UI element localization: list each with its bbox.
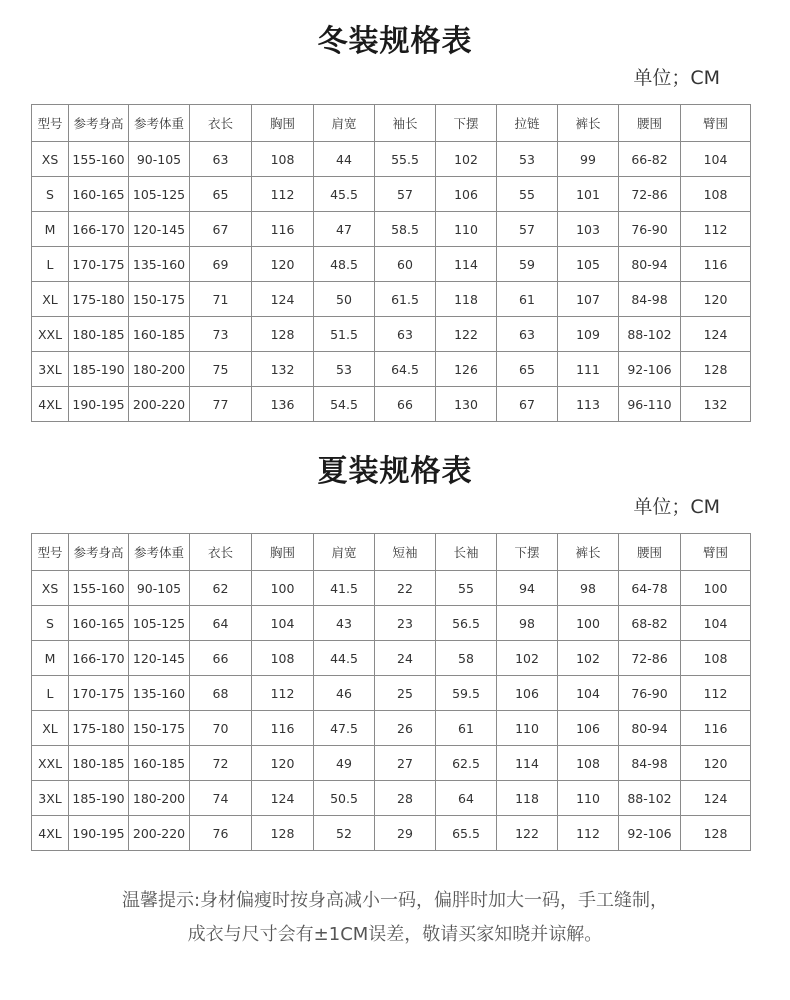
table-cell: 126 xyxy=(436,352,497,387)
table-cell: 200-220 xyxy=(129,387,190,422)
table-cell: 100 xyxy=(558,606,619,641)
size-code-cell: XS xyxy=(32,142,69,177)
table-cell: 116 xyxy=(252,711,314,746)
size-code-cell: XXL xyxy=(32,317,69,352)
table-cell: 59 xyxy=(497,247,558,282)
table-cell: 63 xyxy=(375,317,436,352)
table-cell: 105 xyxy=(558,247,619,282)
table-cell: 96-110 xyxy=(619,387,681,422)
size-code-cell: L xyxy=(32,676,69,711)
table-cell: 106 xyxy=(558,711,619,746)
table-cell: 65 xyxy=(190,177,252,212)
table-cell: 66-82 xyxy=(619,142,681,177)
table-cell: 68 xyxy=(190,676,252,711)
table-cell: 57 xyxy=(375,177,436,212)
table-cell: 160-185 xyxy=(129,746,190,781)
table-cell: 118 xyxy=(436,282,497,317)
table-cell: 180-200 xyxy=(129,352,190,387)
table-cell: 92-106 xyxy=(619,352,681,387)
table-cell: 132 xyxy=(681,387,751,422)
table-cell: 70 xyxy=(190,711,252,746)
column-header: 腰围 xyxy=(619,534,681,571)
size-code-cell: M xyxy=(32,212,69,247)
table-cell: 132 xyxy=(252,352,314,387)
table-cell: 180-185 xyxy=(69,746,129,781)
table-cell: 61 xyxy=(497,282,558,317)
table-cell: 104 xyxy=(558,676,619,711)
table-cell: 63 xyxy=(497,317,558,352)
size-code-cell: 3XL xyxy=(32,352,69,387)
table-cell: 47 xyxy=(314,212,375,247)
table-row xyxy=(32,676,751,711)
table-cell: 71 xyxy=(190,282,252,317)
table-cell: 120 xyxy=(681,746,751,781)
table-cell: 155-160 xyxy=(69,571,129,606)
table-cell: 180-200 xyxy=(129,781,190,816)
table-cell: 62.5 xyxy=(436,746,497,781)
column-header: 裤长 xyxy=(558,105,619,142)
table-cell: 72-86 xyxy=(619,641,681,676)
winter-unit-label: 单位；CM xyxy=(633,67,720,89)
column-header: 拉链 xyxy=(497,105,558,142)
table-row xyxy=(32,247,751,282)
summer-size-chart-title: 夏装规格表 xyxy=(317,454,473,489)
table-cell: 109 xyxy=(558,317,619,352)
table-cell: 64-78 xyxy=(619,571,681,606)
table-cell: 90-105 xyxy=(129,142,190,177)
table-cell: 135-160 xyxy=(129,676,190,711)
table-cell: 66 xyxy=(190,641,252,676)
table-cell: 170-175 xyxy=(69,676,129,711)
table-cell: 124 xyxy=(681,781,751,816)
table-cell: 112 xyxy=(681,212,751,247)
column-header: 型号 xyxy=(32,534,69,571)
table-cell: 160-165 xyxy=(69,606,129,641)
table-cell: 25 xyxy=(375,676,436,711)
table-cell: 113 xyxy=(558,387,619,422)
winter-size-table xyxy=(31,104,751,422)
table-cell: 76 xyxy=(190,816,252,851)
table-row xyxy=(32,317,751,352)
table-row xyxy=(32,746,751,781)
table-cell: 41.5 xyxy=(314,571,375,606)
table-cell: 44.5 xyxy=(314,641,375,676)
table-cell: 190-195 xyxy=(69,816,129,851)
table-cell: 66 xyxy=(375,387,436,422)
table-cell: 43 xyxy=(314,606,375,641)
table-cell: 112 xyxy=(252,177,314,212)
table-cell: 155-160 xyxy=(69,142,129,177)
table-row xyxy=(32,212,751,247)
table-cell: 166-170 xyxy=(69,641,129,676)
size-code-cell: 3XL xyxy=(32,781,69,816)
table-cell: 128 xyxy=(681,816,751,851)
table-cell: 112 xyxy=(252,676,314,711)
table-cell: 116 xyxy=(681,711,751,746)
table-cell: 55.5 xyxy=(375,142,436,177)
tip-line-1: 温馨提示:身材偏瘦时按身高减小一码，偏胖时加大一码，手工缝制， xyxy=(121,890,669,911)
table-cell: 120 xyxy=(252,247,314,282)
table-cell: 64 xyxy=(436,781,497,816)
table-cell: 128 xyxy=(252,816,314,851)
table-cell: 130 xyxy=(436,387,497,422)
table-cell: 104 xyxy=(681,606,751,641)
tip-line-2: 成衣与尺寸会有±1CM误差，敬请买家知晓并谅解。 xyxy=(187,924,603,945)
table-cell: 50.5 xyxy=(314,781,375,816)
column-header: 短袖 xyxy=(375,534,436,571)
table-cell: 116 xyxy=(681,247,751,282)
column-header: 腰围 xyxy=(619,105,681,142)
column-header: 参考身高 xyxy=(69,534,129,571)
table-header-row xyxy=(32,105,751,142)
table-cell: 45.5 xyxy=(314,177,375,212)
table-cell: 51.5 xyxy=(314,317,375,352)
table-row xyxy=(32,352,751,387)
table-cell: 108 xyxy=(252,641,314,676)
column-header: 胸围 xyxy=(252,534,314,571)
column-header: 臂围 xyxy=(681,105,751,142)
table-cell: 99 xyxy=(558,142,619,177)
column-header: 肩宽 xyxy=(314,105,375,142)
table-cell: 92-106 xyxy=(619,816,681,851)
table-cell: 114 xyxy=(497,746,558,781)
table-cell: 175-180 xyxy=(69,282,129,317)
table-cell: 136 xyxy=(252,387,314,422)
column-header: 参考体重 xyxy=(129,534,190,571)
table-cell: 58.5 xyxy=(375,212,436,247)
column-header: 臂围 xyxy=(681,534,751,571)
table-cell: 100 xyxy=(252,571,314,606)
table-cell: 124 xyxy=(252,781,314,816)
table-cell: 48.5 xyxy=(314,247,375,282)
table-cell: 46 xyxy=(314,676,375,711)
table-cell: 185-190 xyxy=(69,352,129,387)
table-cell: 128 xyxy=(252,317,314,352)
table-cell: 114 xyxy=(436,247,497,282)
table-cell: 107 xyxy=(558,282,619,317)
size-code-cell: XS xyxy=(32,571,69,606)
table-cell: 175-180 xyxy=(69,711,129,746)
table-cell: 50 xyxy=(314,282,375,317)
table-cell: 108 xyxy=(558,746,619,781)
table-cell: 49 xyxy=(314,746,375,781)
table-cell: 110 xyxy=(436,212,497,247)
size-code-cell: XXL xyxy=(32,746,69,781)
table-cell: 55 xyxy=(497,177,558,212)
table-cell: 108 xyxy=(252,142,314,177)
table-cell: 65 xyxy=(497,352,558,387)
table-cell: 68-82 xyxy=(619,606,681,641)
table-row xyxy=(32,641,751,676)
size-code-cell: 4XL xyxy=(32,387,69,422)
table-cell: 80-94 xyxy=(619,711,681,746)
table-cell: 72 xyxy=(190,746,252,781)
table-cell: 170-175 xyxy=(69,247,129,282)
size-code-cell: L xyxy=(32,247,69,282)
table-cell: 52 xyxy=(314,816,375,851)
table-cell: 23 xyxy=(375,606,436,641)
table-cell: 24 xyxy=(375,641,436,676)
table-row xyxy=(32,711,751,746)
column-header: 下摆 xyxy=(436,105,497,142)
table-cell: 61 xyxy=(436,711,497,746)
table-cell: 98 xyxy=(558,571,619,606)
table-cell: 73 xyxy=(190,317,252,352)
table-cell: 54.5 xyxy=(314,387,375,422)
table-cell: 80-94 xyxy=(619,247,681,282)
table-cell: 118 xyxy=(497,781,558,816)
table-cell: 122 xyxy=(436,317,497,352)
table-cell: 64.5 xyxy=(375,352,436,387)
column-header: 胸围 xyxy=(252,105,314,142)
table-cell: 105-125 xyxy=(129,606,190,641)
table-cell: 22 xyxy=(375,571,436,606)
table-cell: 120-145 xyxy=(129,212,190,247)
table-cell: 112 xyxy=(558,816,619,851)
summer-unit-label: 单位；CM xyxy=(633,496,720,518)
column-header: 参考体重 xyxy=(129,105,190,142)
column-header: 参考身高 xyxy=(69,105,129,142)
column-header: 肩宽 xyxy=(314,534,375,571)
size-code-cell: M xyxy=(32,641,69,676)
table-cell: 166-170 xyxy=(69,212,129,247)
table-cell: 64 xyxy=(190,606,252,641)
table-cell: 53 xyxy=(497,142,558,177)
table-cell: 59.5 xyxy=(436,676,497,711)
table-cell: 90-105 xyxy=(129,571,190,606)
table-cell: 84-98 xyxy=(619,746,681,781)
column-header: 长袖 xyxy=(436,534,497,571)
table-row xyxy=(32,282,751,317)
table-cell: 112 xyxy=(681,676,751,711)
table-cell: 55 xyxy=(436,571,497,606)
table-cell: 94 xyxy=(497,571,558,606)
table-cell: 74 xyxy=(190,781,252,816)
table-cell: 56.5 xyxy=(436,606,497,641)
table-cell: 102 xyxy=(558,641,619,676)
table-row xyxy=(32,177,751,212)
table-cell: 72-86 xyxy=(619,177,681,212)
table-cell: 88-102 xyxy=(619,317,681,352)
table-cell: 128 xyxy=(681,352,751,387)
table-row xyxy=(32,387,751,422)
table-cell: 120 xyxy=(252,746,314,781)
table-cell: 77 xyxy=(190,387,252,422)
table-cell: 185-190 xyxy=(69,781,129,816)
table-row xyxy=(32,571,751,606)
table-cell: 58 xyxy=(436,641,497,676)
table-cell: 69 xyxy=(190,247,252,282)
size-code-cell: S xyxy=(32,177,69,212)
table-cell: 75 xyxy=(190,352,252,387)
size-code-cell: XL xyxy=(32,711,69,746)
table-cell: 102 xyxy=(497,641,558,676)
table-cell: 120-145 xyxy=(129,641,190,676)
table-cell: 108 xyxy=(681,641,751,676)
table-cell: 28 xyxy=(375,781,436,816)
table-cell: 84-98 xyxy=(619,282,681,317)
table-cell: 200-220 xyxy=(129,816,190,851)
table-cell: 110 xyxy=(558,781,619,816)
column-header: 下摆 xyxy=(497,534,558,571)
table-cell: 26 xyxy=(375,711,436,746)
table-cell: 62 xyxy=(190,571,252,606)
table-cell: 27 xyxy=(375,746,436,781)
table-cell: 111 xyxy=(558,352,619,387)
table-cell: 101 xyxy=(558,177,619,212)
table-cell: 61.5 xyxy=(375,282,436,317)
column-header: 型号 xyxy=(32,105,69,142)
table-cell: 104 xyxy=(252,606,314,641)
table-cell: 98 xyxy=(497,606,558,641)
table-row xyxy=(32,816,751,851)
size-code-cell: XL xyxy=(32,282,69,317)
table-cell: 67 xyxy=(497,387,558,422)
table-cell: 76-90 xyxy=(619,676,681,711)
size-code-cell: 4XL xyxy=(32,816,69,851)
table-cell: 53 xyxy=(314,352,375,387)
table-cell: 102 xyxy=(436,142,497,177)
table-row xyxy=(32,606,751,641)
table-cell: 57 xyxy=(497,212,558,247)
winter-size-chart-title: 冬装规格表 xyxy=(317,24,473,59)
summer-size-table xyxy=(31,533,751,851)
table-cell: 190-195 xyxy=(69,387,129,422)
table-cell: 103 xyxy=(558,212,619,247)
table-cell: 180-185 xyxy=(69,317,129,352)
table-cell: 105-125 xyxy=(129,177,190,212)
table-cell: 60 xyxy=(375,247,436,282)
table-cell: 116 xyxy=(252,212,314,247)
table-cell: 150-175 xyxy=(129,711,190,746)
table-cell: 160-165 xyxy=(69,177,129,212)
column-header: 裤长 xyxy=(558,534,619,571)
column-header: 袖长 xyxy=(375,105,436,142)
table-cell: 65.5 xyxy=(436,816,497,851)
table-cell: 63 xyxy=(190,142,252,177)
table-cell: 124 xyxy=(681,317,751,352)
table-cell: 108 xyxy=(681,177,751,212)
table-cell: 122 xyxy=(497,816,558,851)
table-cell: 67 xyxy=(190,212,252,247)
table-cell: 88-102 xyxy=(619,781,681,816)
table-row xyxy=(32,781,751,816)
table-cell: 124 xyxy=(252,282,314,317)
table-cell: 76-90 xyxy=(619,212,681,247)
table-cell: 110 xyxy=(497,711,558,746)
size-code-cell: S xyxy=(32,606,69,641)
table-cell: 135-160 xyxy=(129,247,190,282)
column-header: 衣长 xyxy=(190,534,252,571)
table-cell: 106 xyxy=(436,177,497,212)
table-cell: 44 xyxy=(314,142,375,177)
table-cell: 29 xyxy=(375,816,436,851)
table-header-row xyxy=(32,534,751,571)
table-cell: 100 xyxy=(681,571,751,606)
table-cell: 150-175 xyxy=(129,282,190,317)
table-cell: 160-185 xyxy=(129,317,190,352)
table-cell: 47.5 xyxy=(314,711,375,746)
table-row xyxy=(32,142,751,177)
table-cell: 104 xyxy=(681,142,751,177)
column-header: 衣长 xyxy=(190,105,252,142)
table-cell: 120 xyxy=(681,282,751,317)
table-cell: 106 xyxy=(497,676,558,711)
